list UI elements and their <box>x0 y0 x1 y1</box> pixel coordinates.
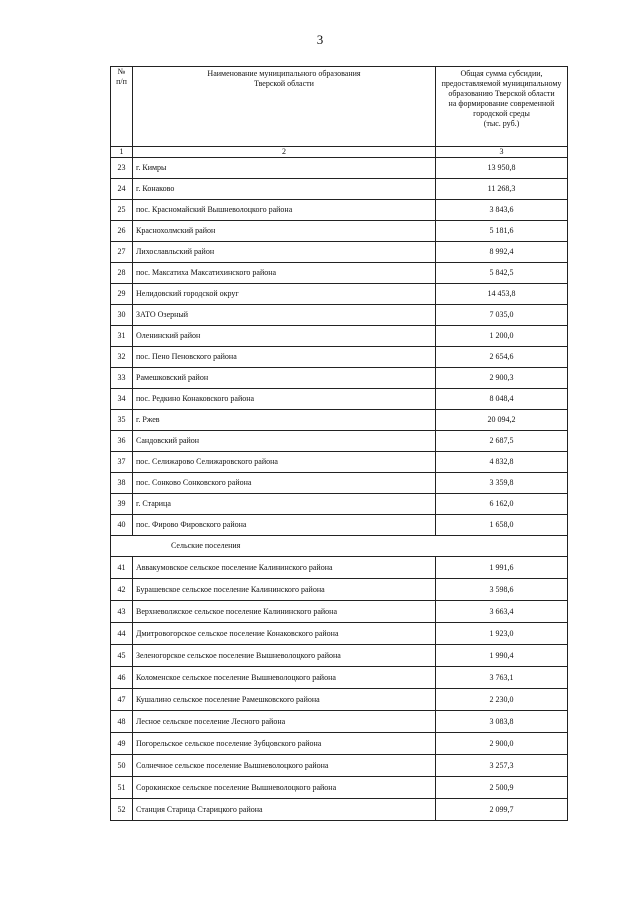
row-name: Станция Старица Старицкого района <box>133 799 436 821</box>
table-row <box>111 579 568 601</box>
row-name: Лихославльский район <box>133 242 436 263</box>
column-number: 2 <box>133 147 436 158</box>
row-number: 33 <box>111 368 133 389</box>
row-number: 49 <box>111 733 133 755</box>
column-number: 1 <box>111 147 133 158</box>
row-name: Погорельское сельское поселение Зубцовского района <box>133 733 436 755</box>
row-name: Дмитровогорское сельское поселение Конаковского района <box>133 623 436 645</box>
row-sum: 1 923,0 <box>436 623 568 645</box>
row-sum: 1 990,4 <box>436 645 568 667</box>
row-name: Аввакумовское сельское поселение Калининского района <box>133 557 436 579</box>
row-number: 25 <box>111 200 133 221</box>
table-row <box>111 179 568 200</box>
row-number: 47 <box>111 689 133 711</box>
table-row <box>111 263 568 284</box>
row-sum: 8 048,4 <box>436 389 568 410</box>
row-sum: 1 658,0 <box>436 515 568 536</box>
header-name: Наименование муниципального образования Тверской области <box>133 67 436 147</box>
table-row <box>111 601 568 623</box>
row-sum: 3 359,8 <box>436 473 568 494</box>
row-number: 30 <box>111 305 133 326</box>
row-number: 27 <box>111 242 133 263</box>
header-sum: Общая сумма субсидии, предоставляемой муниципальному образованию Тверской области на формирование современной городской среды (тыс. руб.) <box>436 67 568 147</box>
table-row <box>111 557 568 579</box>
row-name: Нелидовский городской округ <box>133 284 436 305</box>
row-sum: 7 035,0 <box>436 305 568 326</box>
row-sum: 3 598,6 <box>436 579 568 601</box>
row-number: 34 <box>111 389 133 410</box>
row-sum: 2 900,3 <box>436 368 568 389</box>
row-name: пос. Фирово Фировского района <box>133 515 436 536</box>
section-label: Сельские поселения <box>111 536 568 557</box>
table-row <box>111 284 568 305</box>
row-sum: 3 843,6 <box>436 200 568 221</box>
table-row <box>111 221 568 242</box>
table-row <box>111 431 568 452</box>
table-row <box>111 389 568 410</box>
row-name: Оленинский район <box>133 326 436 347</box>
row-number: 36 <box>111 431 133 452</box>
table-row <box>111 689 568 711</box>
row-name: пос. Сонково Сонковского района <box>133 473 436 494</box>
row-number: 45 <box>111 645 133 667</box>
row-sum: 2 900,0 <box>436 733 568 755</box>
table-header-row <box>111 67 568 147</box>
row-sum: 2 099,7 <box>436 799 568 821</box>
row-sum: 2 654,6 <box>436 347 568 368</box>
row-number: 46 <box>111 667 133 689</box>
row-name: пос. Максатиха Максатихинского района <box>133 263 436 284</box>
row-name: г. Старица <box>133 494 436 515</box>
column-number-row <box>111 147 568 158</box>
row-name: пос. Пено Пеновского района <box>133 347 436 368</box>
row-number: 23 <box>111 158 133 179</box>
row-name: Бурашевское сельское поселение Калининского района <box>133 579 436 601</box>
row-name: г. Конаково <box>133 179 436 200</box>
row-sum: 3 663,4 <box>436 601 568 623</box>
row-sum: 13 950,8 <box>436 158 568 179</box>
row-number: 24 <box>111 179 133 200</box>
row-number: 29 <box>111 284 133 305</box>
row-name: пос. Редкино Конаковского района <box>133 389 436 410</box>
table-row <box>111 158 568 179</box>
table-row <box>111 515 568 536</box>
header-number: № п/п <box>111 67 133 147</box>
row-number: 50 <box>111 755 133 777</box>
row-number: 39 <box>111 494 133 515</box>
row-sum: 2 687,5 <box>436 431 568 452</box>
row-sum: 8 992,4 <box>436 242 568 263</box>
row-number: 52 <box>111 799 133 821</box>
table-row <box>111 755 568 777</box>
table-row <box>111 410 568 431</box>
row-number: 26 <box>111 221 133 242</box>
row-name: г. Кимры <box>133 158 436 179</box>
row-sum: 11 268,3 <box>436 179 568 200</box>
row-number: 37 <box>111 452 133 473</box>
row-name: Кушалино сельское поселение Рамешковского района <box>133 689 436 711</box>
row-sum: 4 832,8 <box>436 452 568 473</box>
page-number: 3 <box>316 32 324 47</box>
row-number: 41 <box>111 557 133 579</box>
row-name: ЗАТО Озерный <box>133 305 436 326</box>
table-row <box>111 667 568 689</box>
row-sum: 5 842,5 <box>436 263 568 284</box>
row-number: 43 <box>111 601 133 623</box>
row-name: Лесное сельское поселение Лесного района <box>133 711 436 733</box>
row-name: Сандовский район <box>133 431 436 452</box>
row-sum: 5 181,6 <box>436 221 568 242</box>
row-sum: 3 083,8 <box>436 711 568 733</box>
table-row <box>111 733 568 755</box>
table-row <box>111 305 568 326</box>
row-number: 42 <box>111 579 133 601</box>
table-row <box>111 623 568 645</box>
row-sum: 2 230,0 <box>436 689 568 711</box>
row-sum: 6 162,0 <box>436 494 568 515</box>
row-name: г. Ржев <box>133 410 436 431</box>
row-sum: 1 200,0 <box>436 326 568 347</box>
table-row <box>111 452 568 473</box>
table-row <box>111 777 568 799</box>
table-row <box>111 799 568 821</box>
row-number: 40 <box>111 515 133 536</box>
subsidy-table <box>110 66 568 821</box>
row-number: 38 <box>111 473 133 494</box>
table-row <box>111 645 568 667</box>
row-number: 51 <box>111 777 133 799</box>
table-row <box>111 347 568 368</box>
row-sum: 20 094,2 <box>436 410 568 431</box>
table-row <box>111 473 568 494</box>
table-row <box>111 200 568 221</box>
row-number: 48 <box>111 711 133 733</box>
table-row <box>111 711 568 733</box>
row-sum: 14 453,8 <box>436 284 568 305</box>
row-number: 32 <box>111 347 133 368</box>
row-name: Рамешковский район <box>133 368 436 389</box>
table-row <box>111 242 568 263</box>
row-sum: 3 763,1 <box>436 667 568 689</box>
table-row <box>111 494 568 515</box>
row-number: 31 <box>111 326 133 347</box>
row-name: Сорокинское сельское поселение Вышневолоцкого района <box>133 777 436 799</box>
row-name: пос. Красномайский Вышневолоцкого района <box>133 200 436 221</box>
row-name: Солнечное сельское поселение Вышневолоцкого района <box>133 755 436 777</box>
row-sum: 2 500,9 <box>436 777 568 799</box>
row-name: пос. Селижарово Селижаровского района <box>133 452 436 473</box>
row-number: 44 <box>111 623 133 645</box>
column-number: 3 <box>436 147 568 158</box>
row-number: 28 <box>111 263 133 284</box>
row-sum: 1 991,6 <box>436 557 568 579</box>
table-row <box>111 326 568 347</box>
table-row <box>111 368 568 389</box>
row-sum: 3 257,3 <box>436 755 568 777</box>
row-number: 35 <box>111 410 133 431</box>
section-row <box>111 536 568 557</box>
row-name: Коломенское сельское поселение Вышневолоцкого района <box>133 667 436 689</box>
row-name: Краснохолмский район <box>133 221 436 242</box>
row-name: Зеленогорское сельское поселение Вышневолоцкого района <box>133 645 436 667</box>
row-name: Верхневолжское сельское поселение Калининского района <box>133 601 436 623</box>
